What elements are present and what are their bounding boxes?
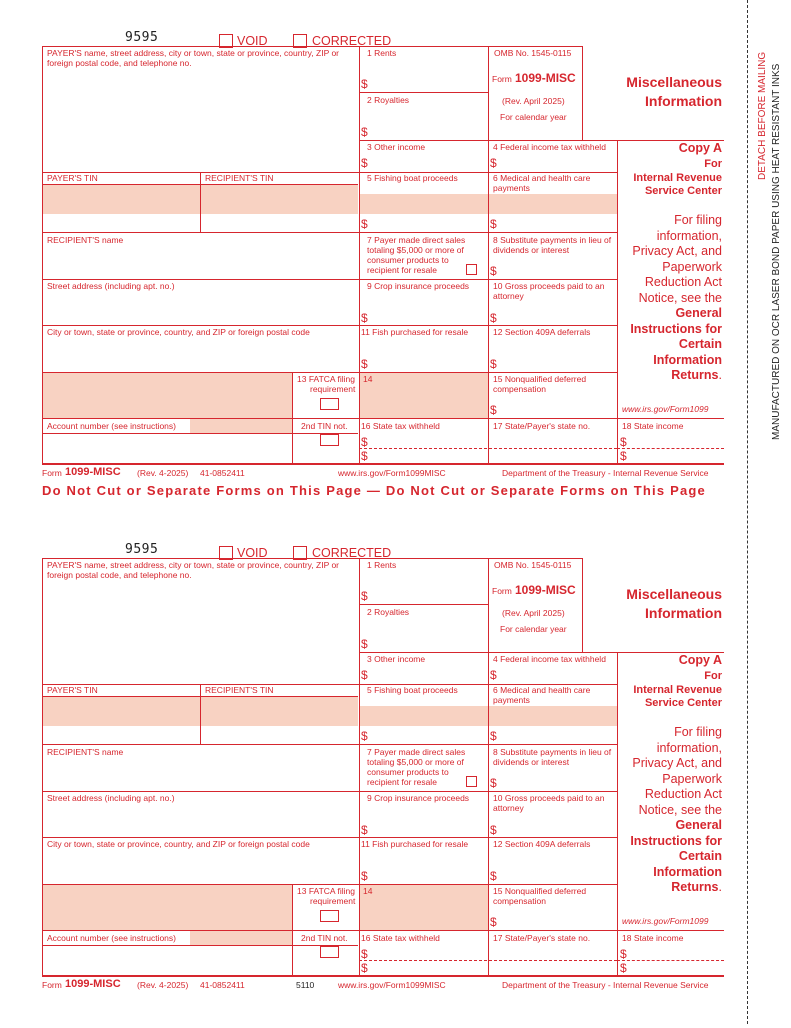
form-1099-misc-copy — [0, 542, 791, 1028]
calendar-year-label: For calendar year — [500, 624, 567, 634]
box5-label: 5 Fishing boat proceeds — [367, 685, 458, 695]
title-line-2: Information — [645, 605, 722, 621]
title-line-2: Information — [645, 93, 722, 109]
form-copy-top — [0, 30, 791, 516]
instructions-line: Instructions for — [630, 321, 722, 336]
filing-notice-line: information, — [656, 740, 722, 755]
filing-notice-line: Reduction Act — [644, 275, 722, 289]
second-tin-label: 2nd TIN not. — [301, 421, 348, 431]
box17-label: 17 State/Payer's state no. — [493, 933, 591, 943]
box15-label: 15 Nonqualified deferred compensation — [493, 886, 587, 906]
form-code-digits: 9595 — [125, 542, 159, 557]
detach-cut-line — [747, 0, 748, 1024]
box1-dollar: $ — [361, 77, 368, 91]
box6-label: 6 Medical and health care payments — [493, 173, 591, 193]
box8-dollar: $ — [490, 264, 497, 278]
box3-label: 3 Other income — [367, 142, 426, 152]
box11-label: 11 Fish purchased for resale — [361, 327, 469, 337]
footer-dept: Department of the Treasury - Internal Revenue Service — [502, 468, 709, 478]
ocr-manufacture-note: MANUFACTURED ON OCR LASER BOND PAPER USING HEAT RESISTANT INKS — [771, 63, 782, 440]
box10-dollar: $ — [490, 311, 497, 325]
payer-name-label: PAYER'S name, street address, city or town, state or province, country, ZIP or foreign postal code, and telephone no. — [47, 48, 340, 68]
fatca-label-1: 13 FATCA filing — [297, 886, 355, 896]
footer-dept: Department of the Treasury - Internal Revenue Service — [502, 980, 709, 990]
form-name: 1099-MISC — [515, 583, 576, 597]
footer-url[interactable]: www.irs.gov/Form1099MISC — [338, 980, 446, 990]
filing-notice-line: Notice, see the — [638, 802, 722, 817]
box15-dollar: $ — [490, 403, 497, 417]
do-not-cut-warning: Do Not Cut or Separate Forms on This Page — Do Not Cut or Separate Forms on This Page — [42, 483, 706, 498]
filing-notice-line: Privacy Act, and — [632, 756, 722, 770]
for-irs-2: Internal Revenue — [633, 684, 722, 696]
recipient-tin-label: RECIPIENT'S TIN — [205, 685, 274, 695]
box1-label: 1 Rents — [367, 560, 397, 570]
box4-label: 4 Federal income tax withheld — [493, 654, 606, 664]
box4-dollar: $ — [490, 668, 497, 682]
copy-label: Copy A — [678, 141, 722, 155]
box18-label: 18 State income — [622, 421, 684, 431]
box14-shade — [359, 884, 488, 930]
second-tin-label: 2nd TIN not. — [301, 933, 348, 943]
filing-notice-line: Reduction Act — [644, 787, 722, 801]
box18-dollar-2: $ — [620, 449, 627, 463]
instructions-line: General — [675, 818, 722, 832]
box9-label: 9 Crop insurance proceeds — [367, 793, 470, 803]
box5-label: 5 Fishing boat proceeds — [367, 173, 458, 183]
title-line-1: Miscellaneous — [626, 586, 722, 602]
for-irs-2: Internal Revenue — [633, 172, 722, 184]
footer-form-prefix: Form — [42, 468, 62, 478]
form-prefix: Form — [492, 586, 512, 596]
recipient-tin-label: RECIPIENT'S TIN — [205, 173, 274, 183]
box11-label: 11 Fish purchased for resale — [361, 839, 469, 849]
fatca-label-2: requirement — [310, 896, 356, 906]
account-label: Account number (see instructions) — [47, 933, 176, 943]
corrected-label: CORRECTED — [312, 546, 392, 560]
fatca-label-2: requirement — [310, 384, 356, 394]
payer-name-label: PAYER'S name, street address, city or town, state or province, country, ZIP or foreign postal code, and telephone no. — [47, 560, 340, 580]
filing-notice-line: For filing — [674, 213, 722, 227]
fatca-area-shade — [42, 372, 292, 418]
box5-dollar: $ — [361, 729, 368, 743]
box16-dollar-2: $ — [361, 961, 368, 975]
box11-dollar: $ — [361, 869, 368, 883]
box15-label: 15 Nonqualified deferred compensation — [493, 374, 587, 394]
for-irs-1: For — [704, 158, 722, 170]
box18-dollar-1: $ — [620, 947, 627, 961]
box10-dollar: $ — [490, 823, 497, 837]
box8-label: 8 Substitute payments in lieu of dividends or interest — [493, 747, 612, 767]
box10-label: 10 Gross proceeds paid to an attorney — [493, 281, 605, 301]
footer-form-name: 1099-MISC — [65, 466, 121, 478]
instructions-line: Returns. — [671, 368, 722, 382]
box16-dollar-1: $ — [361, 435, 368, 449]
box16-dollar-2: $ — [361, 449, 368, 463]
recipient-name-label: RECIPIENT'S name — [47, 235, 124, 245]
box2-dollar: $ — [361, 637, 368, 651]
fatca-area-shade — [42, 884, 292, 930]
footer-revision: (Rev. 4-2025) — [137, 468, 189, 478]
footer-cat-no: 41-0852411 — [200, 980, 245, 990]
box18-dollar-2: $ — [620, 961, 627, 975]
for-irs-1: For — [704, 670, 722, 682]
filing-notice-line: Paperwork — [662, 771, 722, 786]
instructions-line: Returns. — [671, 880, 722, 894]
box17-label: 17 State/Payer's state no. — [493, 421, 591, 431]
box2-label: 2 Royalties — [367, 607, 410, 617]
filing-notice-line: For filing — [674, 725, 722, 739]
footer-url[interactable]: www.irs.gov/Form1099MISC — [338, 468, 446, 478]
filing-notice-line: Privacy Act, and — [632, 244, 722, 258]
title-line-1: Miscellaneous — [626, 74, 722, 90]
box14-label: 14 — [363, 886, 373, 896]
city-label: City or town, state or province, country, and ZIP or foreign postal code — [47, 839, 310, 849]
box9-dollar: $ — [361, 823, 368, 837]
box7-label: 7 Payer made direct sales totaling $5,000 or more of consumer products to recipient for resale — [367, 747, 466, 787]
box16-label: 16 State tax withheld — [361, 933, 440, 943]
box2-label: 2 Royalties — [367, 95, 410, 105]
detach-before-mailing: DETACH BEFORE MAILING — [757, 51, 768, 180]
street-label: Street address (including apt. no.) — [47, 793, 175, 803]
account-label: Account number (see instructions) — [47, 421, 176, 431]
recipient-name-label: RECIPIENT'S name — [47, 747, 124, 757]
box11-dollar: $ — [361, 357, 368, 371]
instructions-line: Certain — [678, 337, 722, 351]
box1-label: 1 Rents — [367, 48, 397, 58]
footer-code: 5110 — [296, 980, 315, 990]
payer-tin-label: PAYER'S TIN — [47, 685, 98, 695]
city-label: City or town, state or province, country, and ZIP or foreign postal code — [47, 327, 310, 337]
box3-dollar: $ — [361, 668, 368, 682]
second-tin-checkbox[interactable] — [320, 946, 339, 958]
footer-form-prefix: Form — [42, 980, 62, 990]
footer-form-name: 1099-MISC — [65, 978, 121, 990]
box4-dollar: $ — [490, 156, 497, 170]
box18-dollar-1: $ — [620, 435, 627, 449]
for-irs-3: Service Center — [644, 697, 722, 709]
box7-label: 7 Payer made direct sales totaling $5,000 or more of consumer products to recipient for resale — [367, 235, 466, 275]
void-label: VOID — [237, 546, 268, 560]
form-prefix: Form — [492, 74, 512, 84]
instructions-line: Instructions for — [630, 833, 722, 848]
copy-label: Copy A — [678, 653, 722, 667]
instructions-line: General — [675, 306, 722, 320]
box6-dollar: $ — [490, 729, 497, 743]
account-shade — [190, 930, 292, 945]
box6-dollar: $ — [490, 217, 497, 231]
box7-checkbox[interactable] — [466, 776, 477, 787]
void-label: VOID — [237, 34, 268, 48]
account-shade — [190, 418, 292, 433]
filing-notice-line: information, — [656, 228, 722, 243]
filing-notice-line: Paperwork — [662, 259, 722, 274]
second-tin-checkbox[interactable] — [320, 434, 339, 446]
box16-label: 16 State tax withheld — [361, 421, 440, 431]
box16-dollar-1: $ — [361, 947, 368, 961]
fatca-checkbox[interactable] — [320, 910, 339, 922]
box7-checkbox[interactable] — [466, 264, 477, 275]
box10-label: 10 Gross proceeds paid to an attorney — [493, 793, 605, 813]
box9-label: 9 Crop insurance proceeds — [367, 281, 470, 291]
box6-label: 6 Medical and health care payments — [493, 685, 591, 705]
box3-label: 3 Other income — [367, 654, 426, 664]
omb-number: OMB No. 1545-0115 — [494, 560, 572, 570]
instructions-line: Certain — [678, 849, 722, 863]
box12-label: 12 Section 409A deferrals — [493, 327, 591, 337]
box3-dollar: $ — [361, 156, 368, 170]
instructions-line: Information — [653, 352, 722, 367]
filing-notice-line: Notice, see the — [638, 290, 722, 305]
omb-number: OMB No. 1545-0115 — [494, 48, 572, 58]
street-label: Street address (including apt. no.) — [47, 281, 175, 291]
box15-dollar: $ — [490, 915, 497, 929]
form-revision: (Rev. April 2025) — [502, 608, 565, 618]
box14-shade — [359, 372, 488, 418]
form-1099-misc-copy — [0, 30, 791, 516]
fatca-label-1: 13 FATCA filing — [297, 374, 355, 384]
box4-label: 4 Federal income tax withheld — [493, 142, 606, 152]
box9-dollar: $ — [361, 311, 368, 325]
form-revision: (Rev. April 2025) — [502, 96, 565, 106]
box2-dollar: $ — [361, 125, 368, 139]
box5-dollar: $ — [361, 217, 368, 231]
box18-label: 18 State income — [622, 933, 684, 943]
form-name: 1099-MISC — [515, 71, 576, 85]
irs-url[interactable]: www.irs.gov/Form1099 — [622, 404, 709, 414]
footer-cat-no: 41-0852411 — [200, 468, 245, 478]
irs-url[interactable]: www.irs.gov/Form1099 — [622, 916, 709, 926]
form-copy-bottom — [0, 542, 791, 1028]
box12-dollar: $ — [490, 869, 497, 883]
box8-dollar: $ — [490, 776, 497, 790]
instructions-line: Information — [653, 864, 722, 879]
payer-tin-label: PAYER'S TIN — [47, 173, 98, 183]
corrected-label: CORRECTED — [312, 34, 392, 48]
form-code-digits: 9595 — [125, 30, 159, 45]
box8-label: 8 Substitute payments in lieu of dividends or interest — [493, 235, 612, 255]
box12-label: 12 Section 409A deferrals — [493, 839, 591, 849]
fatca-checkbox[interactable] — [320, 398, 339, 410]
box14-label: 14 — [363, 374, 373, 384]
box12-dollar: $ — [490, 357, 497, 371]
footer-revision: (Rev. 4-2025) — [137, 980, 189, 990]
for-irs-3: Service Center — [644, 185, 722, 197]
box1-dollar: $ — [361, 589, 368, 603]
calendar-year-label: For calendar year — [500, 112, 567, 122]
